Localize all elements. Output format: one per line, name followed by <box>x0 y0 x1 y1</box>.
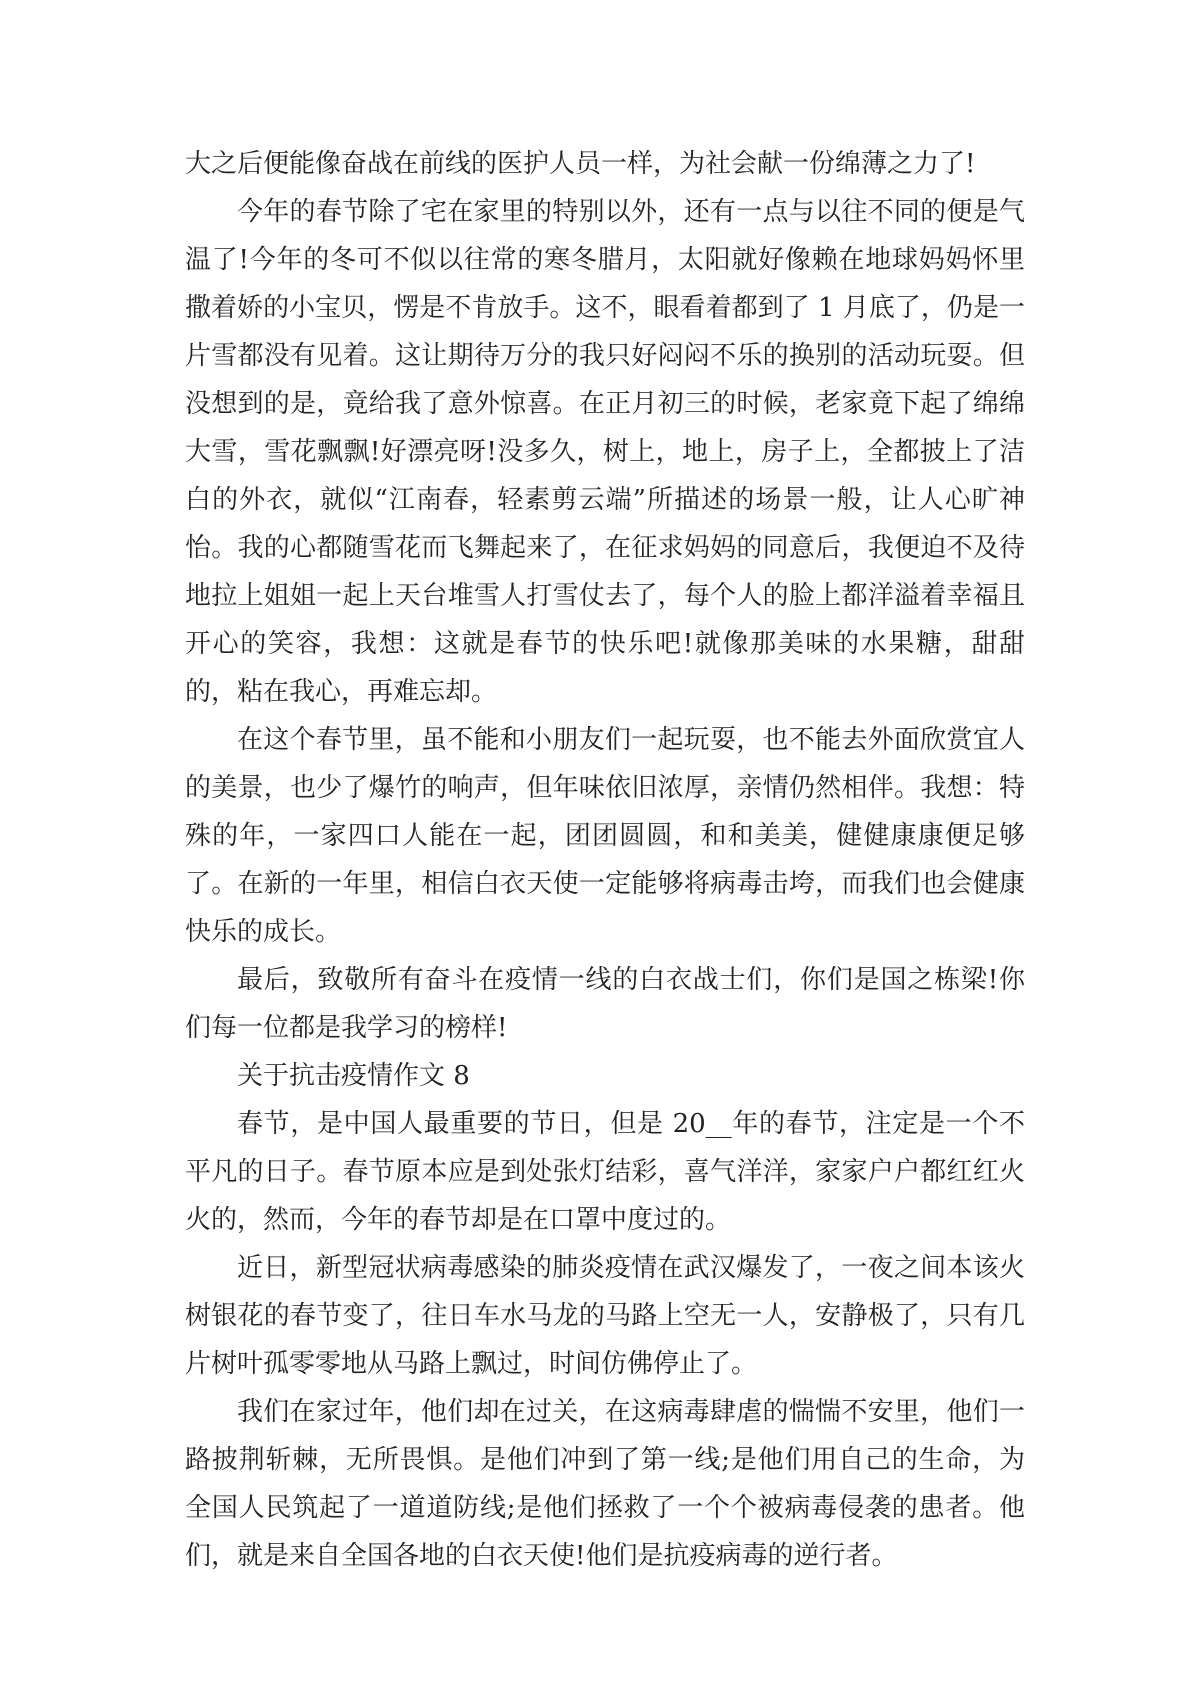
paragraph-medical-workers: 我们在家过年，他们却在过关，在这病毒肆虐的惴惴不安里，他们一路披荆斩棘，无所畏惧。是他们冲到了第一线;是他们用自己的生命，为全国人民筑起了一道道防线;是他们拯救了一个个被病毒侵袭的患者。他们，就是来自全国各地的白衣天使!他们是抗疫病毒的逆行者。 <box>185 1397 1025 1571</box>
paragraph-tribute: 最后，致敬所有奋斗在疫情一线的白衣战士们，你们是国之栋梁!你们每一位都是我学习的榜样! <box>185 965 1025 1043</box>
paragraph-spring-festival-intro: 春节，是中国人最重要的节日，但是 20__年的春节，注定是一个不平凡的日子。春节原本应是到处张灯结彩，喜气洋洋，家家户户都红红火火的，然而，今年的春节却是在口罩中度过的。 <box>185 1109 1025 1235</box>
paragraph-continuation: 大之后便能像奋战在前线的医护人员一样，为社会献一份绵薄之力了! <box>185 149 976 179</box>
paragraph-family-reunion: 在这个春节里，虽不能和小朋友们一起玩耍，也不能去外面欣赏宜人的美景，也少了爆竹的响声，但年味依旧浓厚，亲情仍然相伴。我想：特殊的年，一家四口人能在一起，团团圆圆，和和美美，健健康康便足够了。在新的一年里，相信白衣天使一定能够将病毒击垮，而我们也会健康快乐的成长。 <box>185 725 1025 947</box>
paragraph-outbreak: 近日，新型冠状病毒感染的肺炎疫情在武汉爆发了，一夜之间本该火树银花的春节变了，往日车水马龙的马路上空无一人，安静极了，只有几片树叶孤零零地从马路上飘过，时间仿佛停止了。 <box>185 1253 1025 1379</box>
document-body <box>185 140 1025 1580</box>
paragraph-spring-festival-snow: 今年的春节除了宅在家里的特别以外，还有一点与以往不同的便是气温了!今年的冬可不似以往常的寒冬腊月，太阳就好像赖在地球妈妈怀里撒着娇的小宝贝，愣是不肯放手。这不，眼看着都到了 1 月底了，仍是一片雪都没有见着。这让期待万分的我只好闷闷不乐的换别的活动玩耍。但没想到的是，竟给我了意外惊喜。在正月初三的时候，老家竟下起了绵绵大雪，雪花飘飘!好漂亮呀!没多久，树上，地上，房子上，全都披上了洁白的外衣，就似“江南春，轻素剪云端”所描述的场景一般，让人心旷神怡。我的心都随雪花而飞舞起来了，在征求妈妈的同意后，我便迫不及待地拉上姐姐一起上天台堆雪人打雪仗去了，每个人的脸上都洋溢着幸福且开心的笑容，我想：这就是春节的快乐吧!就像那美味的水果糖，甜甜的，粘在我心，再难忘却。 <box>185 197 1025 707</box>
section-heading: 关于抗击疫情作文 8 <box>237 1061 470 1091</box>
